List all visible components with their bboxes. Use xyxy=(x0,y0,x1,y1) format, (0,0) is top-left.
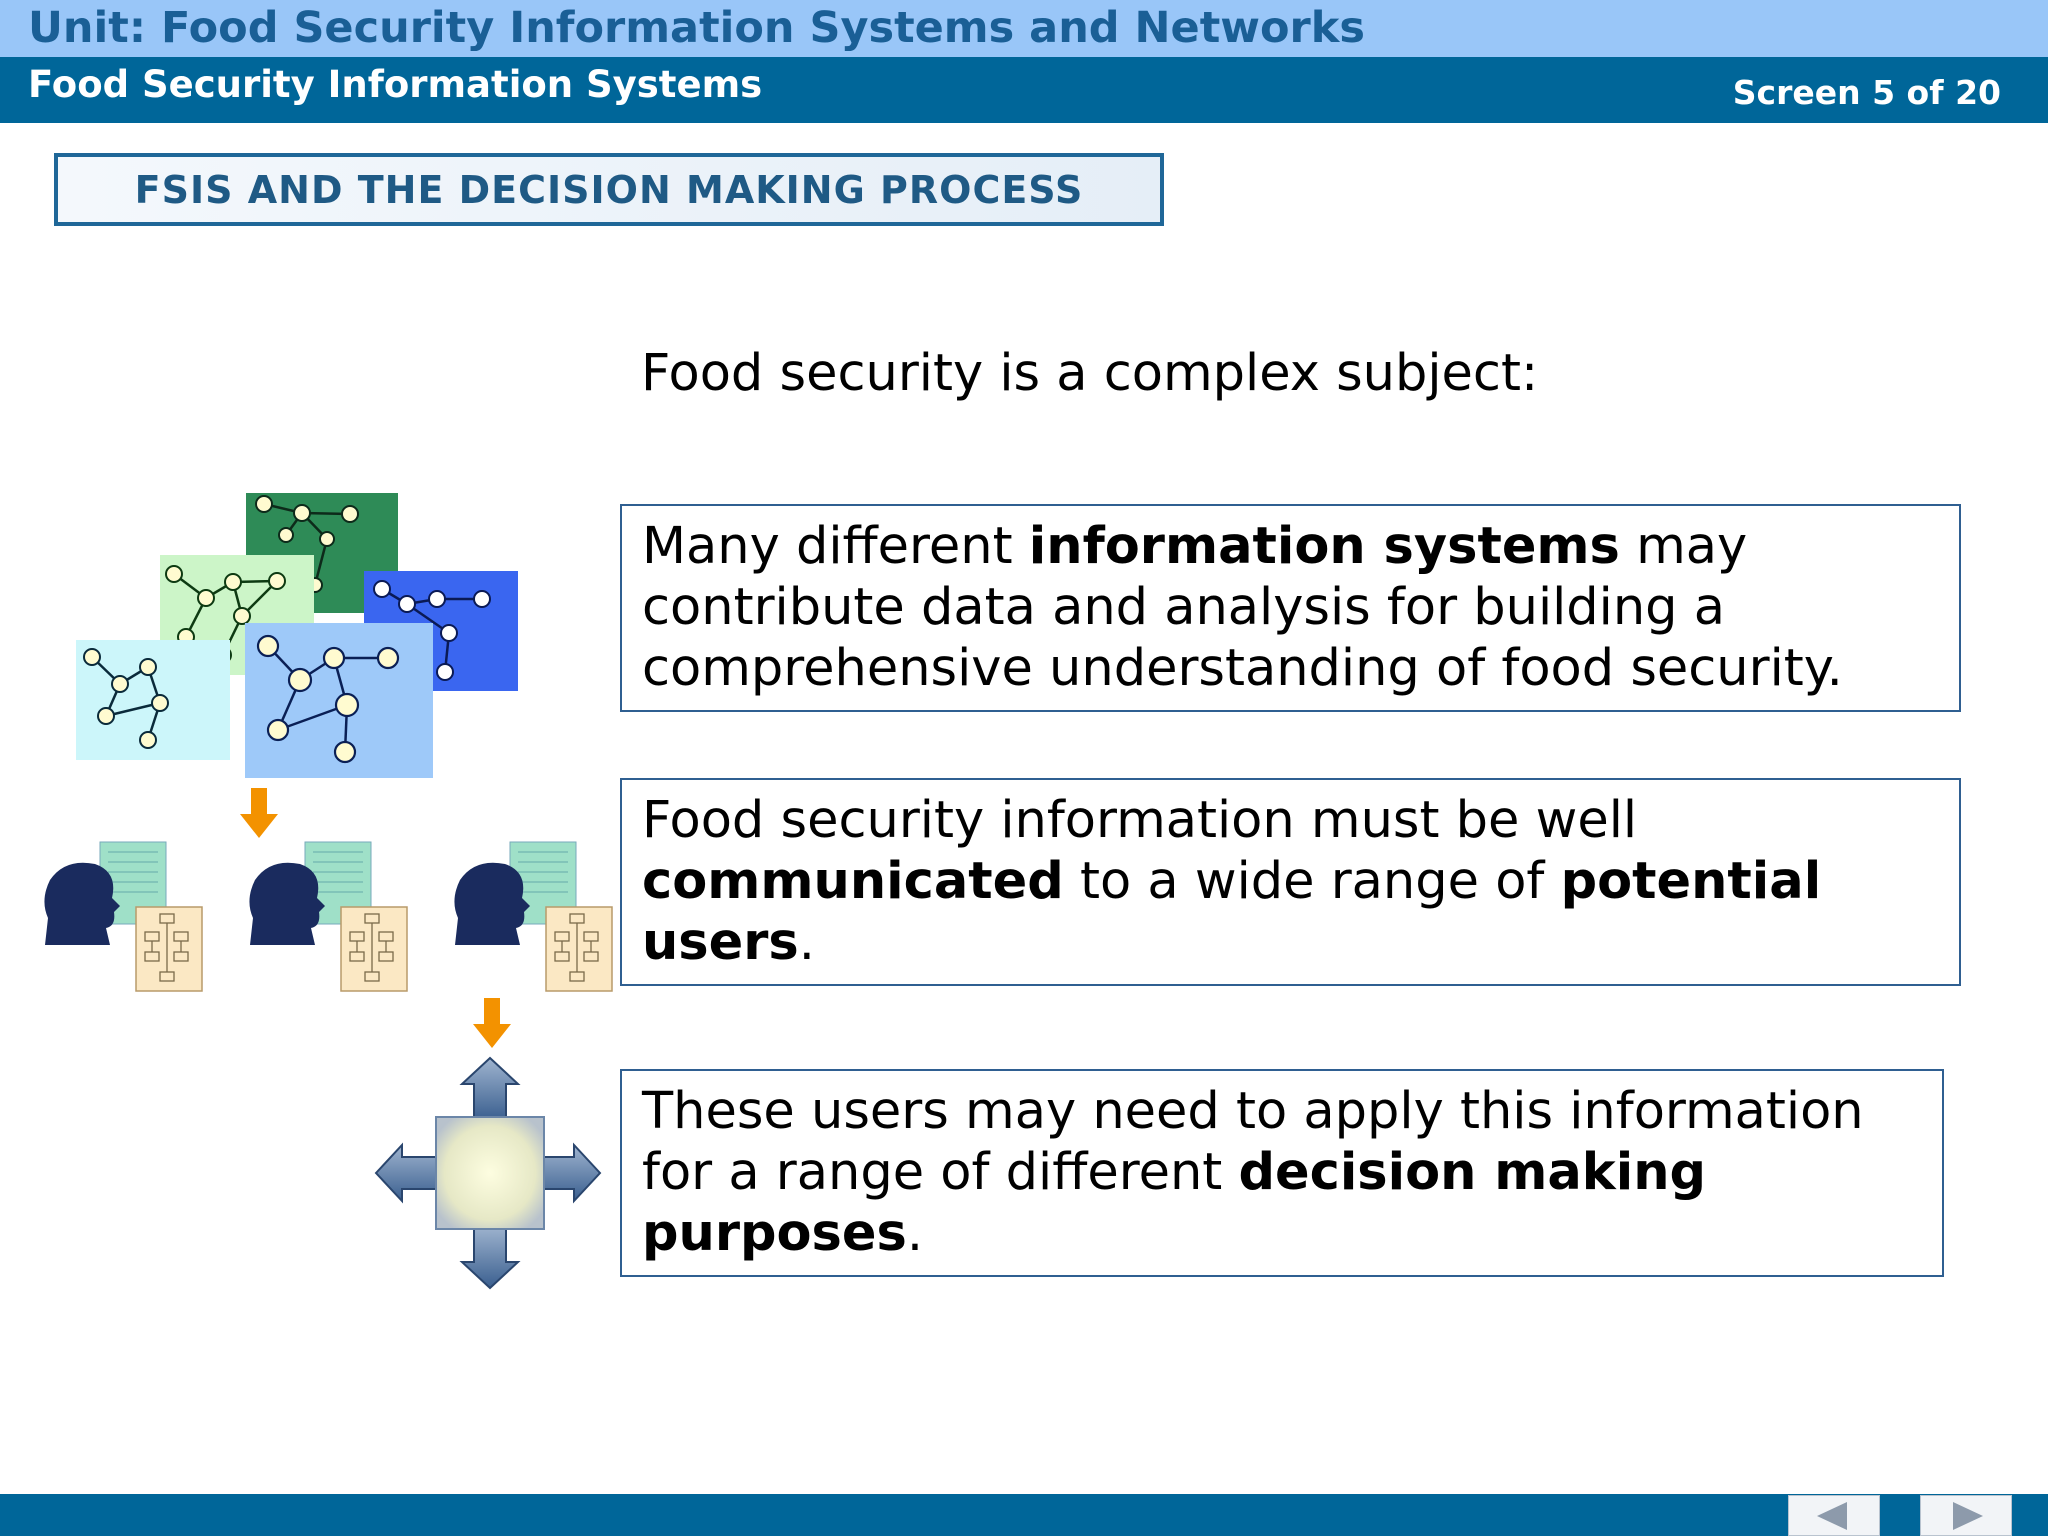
point-text: . xyxy=(906,1204,924,1263)
user-with-documents-icon xyxy=(249,842,407,991)
user-with-documents-icon xyxy=(44,842,202,991)
emphasized-text: decision making purposes xyxy=(642,1143,1707,1263)
point-communication xyxy=(620,778,1961,986)
point-text: Food security information must be well xyxy=(642,791,1638,850)
emphasized-text: information systems xyxy=(1028,517,1620,576)
triangle-right-icon xyxy=(1921,1496,2011,1535)
point-information-systems xyxy=(620,504,1961,712)
unit-header xyxy=(0,0,2048,57)
point-decision-making xyxy=(620,1069,1944,1277)
screen-counter: Screen 5 of 20 xyxy=(1732,73,2001,112)
point-text: to a wide range of xyxy=(1063,852,1561,911)
network-card-cyan-icon xyxy=(76,640,230,760)
user-with-documents-icon xyxy=(454,842,612,991)
section-title-box xyxy=(54,153,1164,226)
next-screen-button[interactable] xyxy=(1920,1495,2012,1536)
triangle-left-icon xyxy=(1789,1496,1879,1535)
point-text: These users may need to apply this information for a range of different xyxy=(642,1082,1864,1202)
decision-process-illustration xyxy=(40,480,620,1300)
intro-text: Food security is a complex subject: xyxy=(641,344,1539,403)
point-text: Many different xyxy=(642,517,1029,576)
module-title: Food Security Information Systems xyxy=(28,63,763,106)
network-card-skyblue-icon xyxy=(245,623,433,778)
previous-screen-button[interactable] xyxy=(1788,1495,1880,1536)
point-text: may contribute data and analysis for building a comprehensive understanding of food security. xyxy=(642,517,1843,698)
module-header xyxy=(0,57,2048,123)
section-title: FSIS AND THE DECISION MAKING PROCESS xyxy=(134,167,1084,212)
unit-title: Unit: Food Security Information Systems and Networks xyxy=(28,3,1365,53)
four-way-arrows-icon xyxy=(376,1058,600,1288)
down-arrow-icon xyxy=(473,998,511,1048)
emphasized-text: communicated xyxy=(642,852,1064,911)
down-arrow-icon xyxy=(240,788,278,838)
footer-bar xyxy=(0,1494,2048,1536)
point-text: . xyxy=(798,913,815,972)
emphasized-text: potential users xyxy=(642,852,1822,972)
